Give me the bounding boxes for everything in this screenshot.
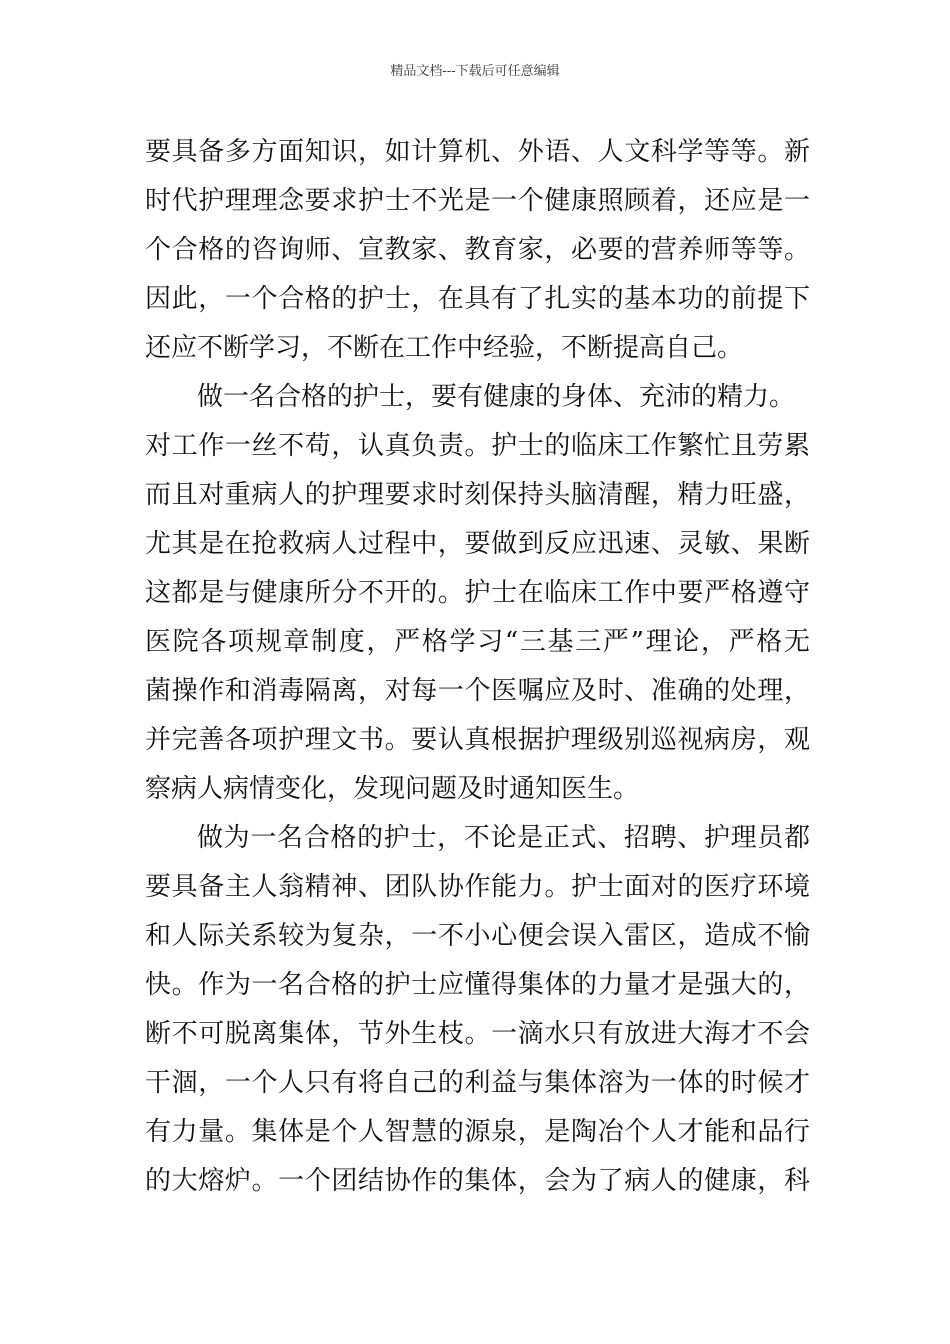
text-line: 快。作为一名合格的护士应懂得集体的力量才是强大的， [145,970,810,1000]
text-line: 并完善各项护理文书。要认真根据护理级别巡视病房，观 [145,725,810,755]
text-line: 对工作一丝不苟，认真负责。护士的临床工作繁忙且劳累 [145,431,810,461]
text-line: 要具备多方面知识，如计算机、外语、人文科学等等。新 [145,137,810,167]
text-line: 而且对重病人的护理要求时刻保持头脑清醒，精力旺盛， [145,480,810,510]
text-line: 干涸，一个人只有将自己的利益与集体溶为一体的时候才 [145,1068,810,1098]
text-line: 有力量。集体是个人智慧的源泉，是陶冶个人才能和品行 [145,1117,810,1147]
page-header: 精品文档---下载后可任意编辑 [390,64,560,79]
text-line: 因此，一个合格的护士，在具有了扎实的基本功的前提下 [145,284,810,314]
paragraph-start-line: 做为一名合格的护士，不论是正式、招聘、护理员都 [197,823,810,853]
text-line: 菌操作和消毒隔离，对每一个医嘱应及时、准确的处理， [145,676,810,706]
text-line: 医院各项规章制度，严格学习“三基三严”理论，严格无 [145,627,810,657]
body-text [145,128,810,1206]
text-line: 的大熔炉。一个团结协作的集体，会为了病人的健康，科 [145,1166,810,1196]
text-line: 和人际关系较为复杂，一不小心便会误入雷区，造成不愉 [145,921,810,951]
text-line: 还应不断学习，不断在工作中经验，不断提高自己。 [145,333,744,363]
text-line: 尤其是在抢救病人过程中，要做到反应迅速、灵敏、果断 [145,529,810,559]
paragraph-start-line: 做一名合格的护士，要有健康的身体、充沛的精力。 [197,382,796,412]
text-line: 个合格的咨询师、宣教家、教育家，必要的营养师等等。 [145,235,810,265]
text-line: 时代护理理念要求护士不光是一个健康照顾着，还应是一 [145,186,810,216]
text-line: 这都是与健康所分不开的。护士在临床工作中要严格遵守 [145,578,810,608]
text-line: 要具备主人翁精神、团队协作能力。护士面对的医疗环境 [145,872,810,902]
text-line: 断不可脱离集体，节外生枝。一滴水只有放进大海才不会 [145,1019,810,1049]
text-line: 察病人病情变化，发现问题及时通知医生。 [145,774,640,804]
